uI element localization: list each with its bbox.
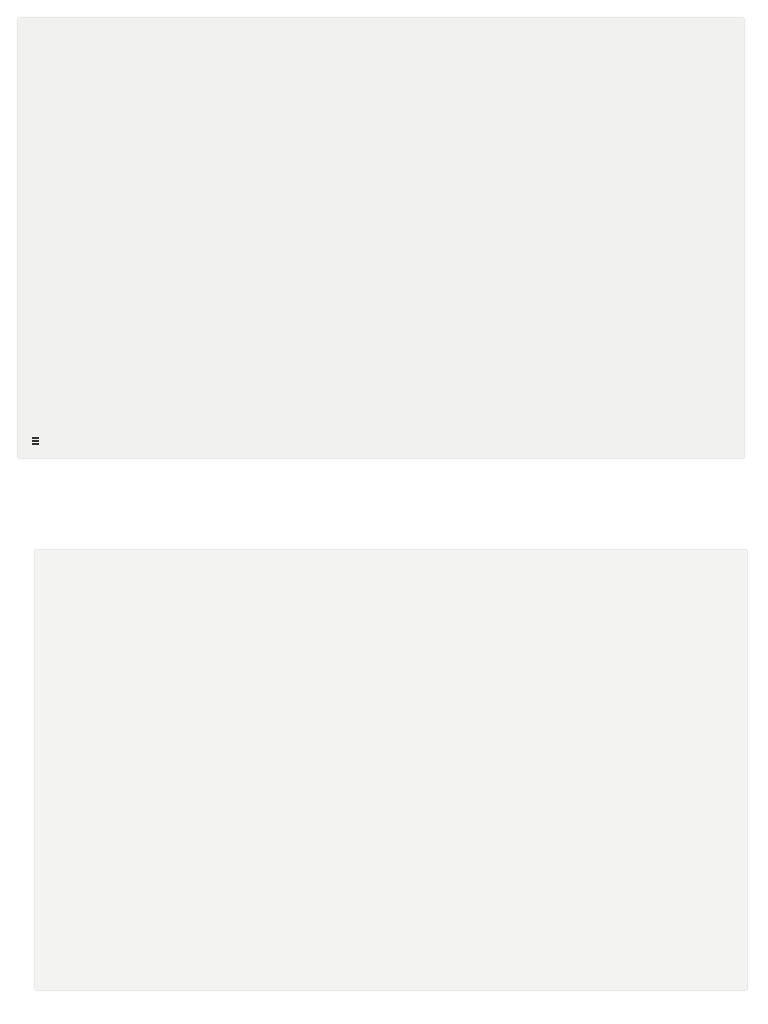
table-2-sheet	[35, 550, 747, 990]
table-1-sheet	[18, 18, 744, 458]
list-icon	[32, 437, 39, 445]
